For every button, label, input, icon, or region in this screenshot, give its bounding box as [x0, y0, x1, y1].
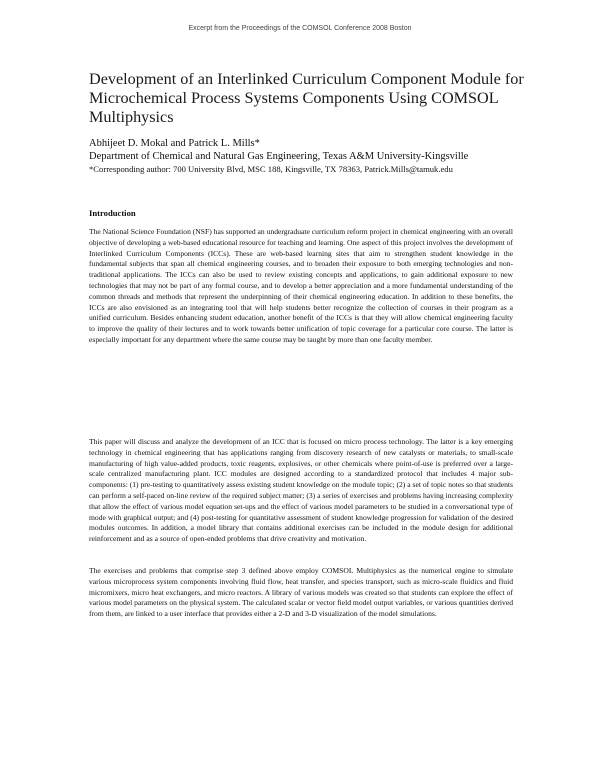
author-list: Abhijeet D. Mokal and Patrick L. Mills*: [89, 138, 260, 149]
body-paragraph-1: The National Science Foundation (NSF) has supported an undergraduate curriculum reform project in chemical engineering with an overall objective of developing a web-based educational resource for teaching and learning. One aspect of this project involves the development of Interlinked Curriculum Components (ICCs). These are web-based learning sites that aim to strengthen student knowledge in the fundamental subjects that span all chemical engineering courses, and to broaden their exposure to both emerging technologies and non-traditional applications. The ICCs can also be used to review existing concepts and applications, to gain additional exposure to new technologies that may not be part of any formal course, and to develop a better appreciation and a more fundamental understanding of the common threads and methods that represent the underpinning of their chemical engineering education. In addition to these benefits, the ICCs are also envisioned as an integrating tool that will help students better recognize the collection of courses in their program as a unified curriculum. Besides enhancing student education, another benefit of the ICCs is that they will allow chemical engineering faculty to improve the quality of their lectures and to work towards better unification of topic coverage for a particular core course. The latter is especially important for any department where the same course may be taught by more than one faculty member.: [89, 227, 513, 344]
body-paragraph-3: The exercises and problems that comprise step 3 defined above employ COMSOL Multiphysics as the numerical engine to simulate various microprocess system components involving fluid flow, heat transfer, and species transport, such as micro-scale fluidics and fluid micromixers, micro heat exchangers, and micro reactors. A library of various models was created so that students can explore the effect of various model parameters on the physical system. The calculated scalar or vector field model output variables, or various quantities derived from them, are linked to a user interface that provides either a 2-D and 3-D visualization of the model simulations.: [89, 566, 513, 619]
body-paragraph-2: This paper will discuss and analyze the development of an ICC that is focused on micro process technology. The latter is a key emerging technology in chemical engineering that has applications ranging from discovery research of new catalysts or materials, to small-scale manufacturing of high value-added products, toxic reagents, explosives, or other chemicals where point-of-use is preferred over a large-scale centralized manufacturing plant. ICC modules are designed according to a standardized protocol that includes 4 major sub-components: (1) pre-testing to quantitatively assess existing student knowledge on the module topic; (2) a set of topic notes so that students can perform a self-paced on-line review of the required subject matter; (3) a series of exercises and problems having increasing complexity that allow the effect of various model equation set-ups and the effect of various model parameters to be studied in a conversational type of mode with graphical output; and (4) post-testing for quantitative assessment of student knowledge progression for validation of the desired modules outcomes. In addition, a model library that contains additional exercises can be included in the module design for additional reinforcement and as a source of open-ended problems that drive creativity and motivation.: [89, 437, 513, 544]
paper-title: Development of an Interlinked Curriculum Component Module for Microchemical Process Systems Components Using COMSOL Multiphysics: [89, 70, 524, 126]
corresponding-author: *Corresponding author: 700 University Blvd, MSC 188, Kingsville, TX 78363, Patrick.Mills@tamuk.edu: [89, 164, 453, 174]
section-heading-introduction: Introduction: [89, 208, 136, 218]
conference-header: Excerpt from the Proceedings of the COMSOL Conference 2008 Boston: [188, 25, 412, 32]
author-affiliation: Department of Chemical and Natural Gas Engineering, Texas A&M University-Kingsville: [89, 151, 469, 162]
